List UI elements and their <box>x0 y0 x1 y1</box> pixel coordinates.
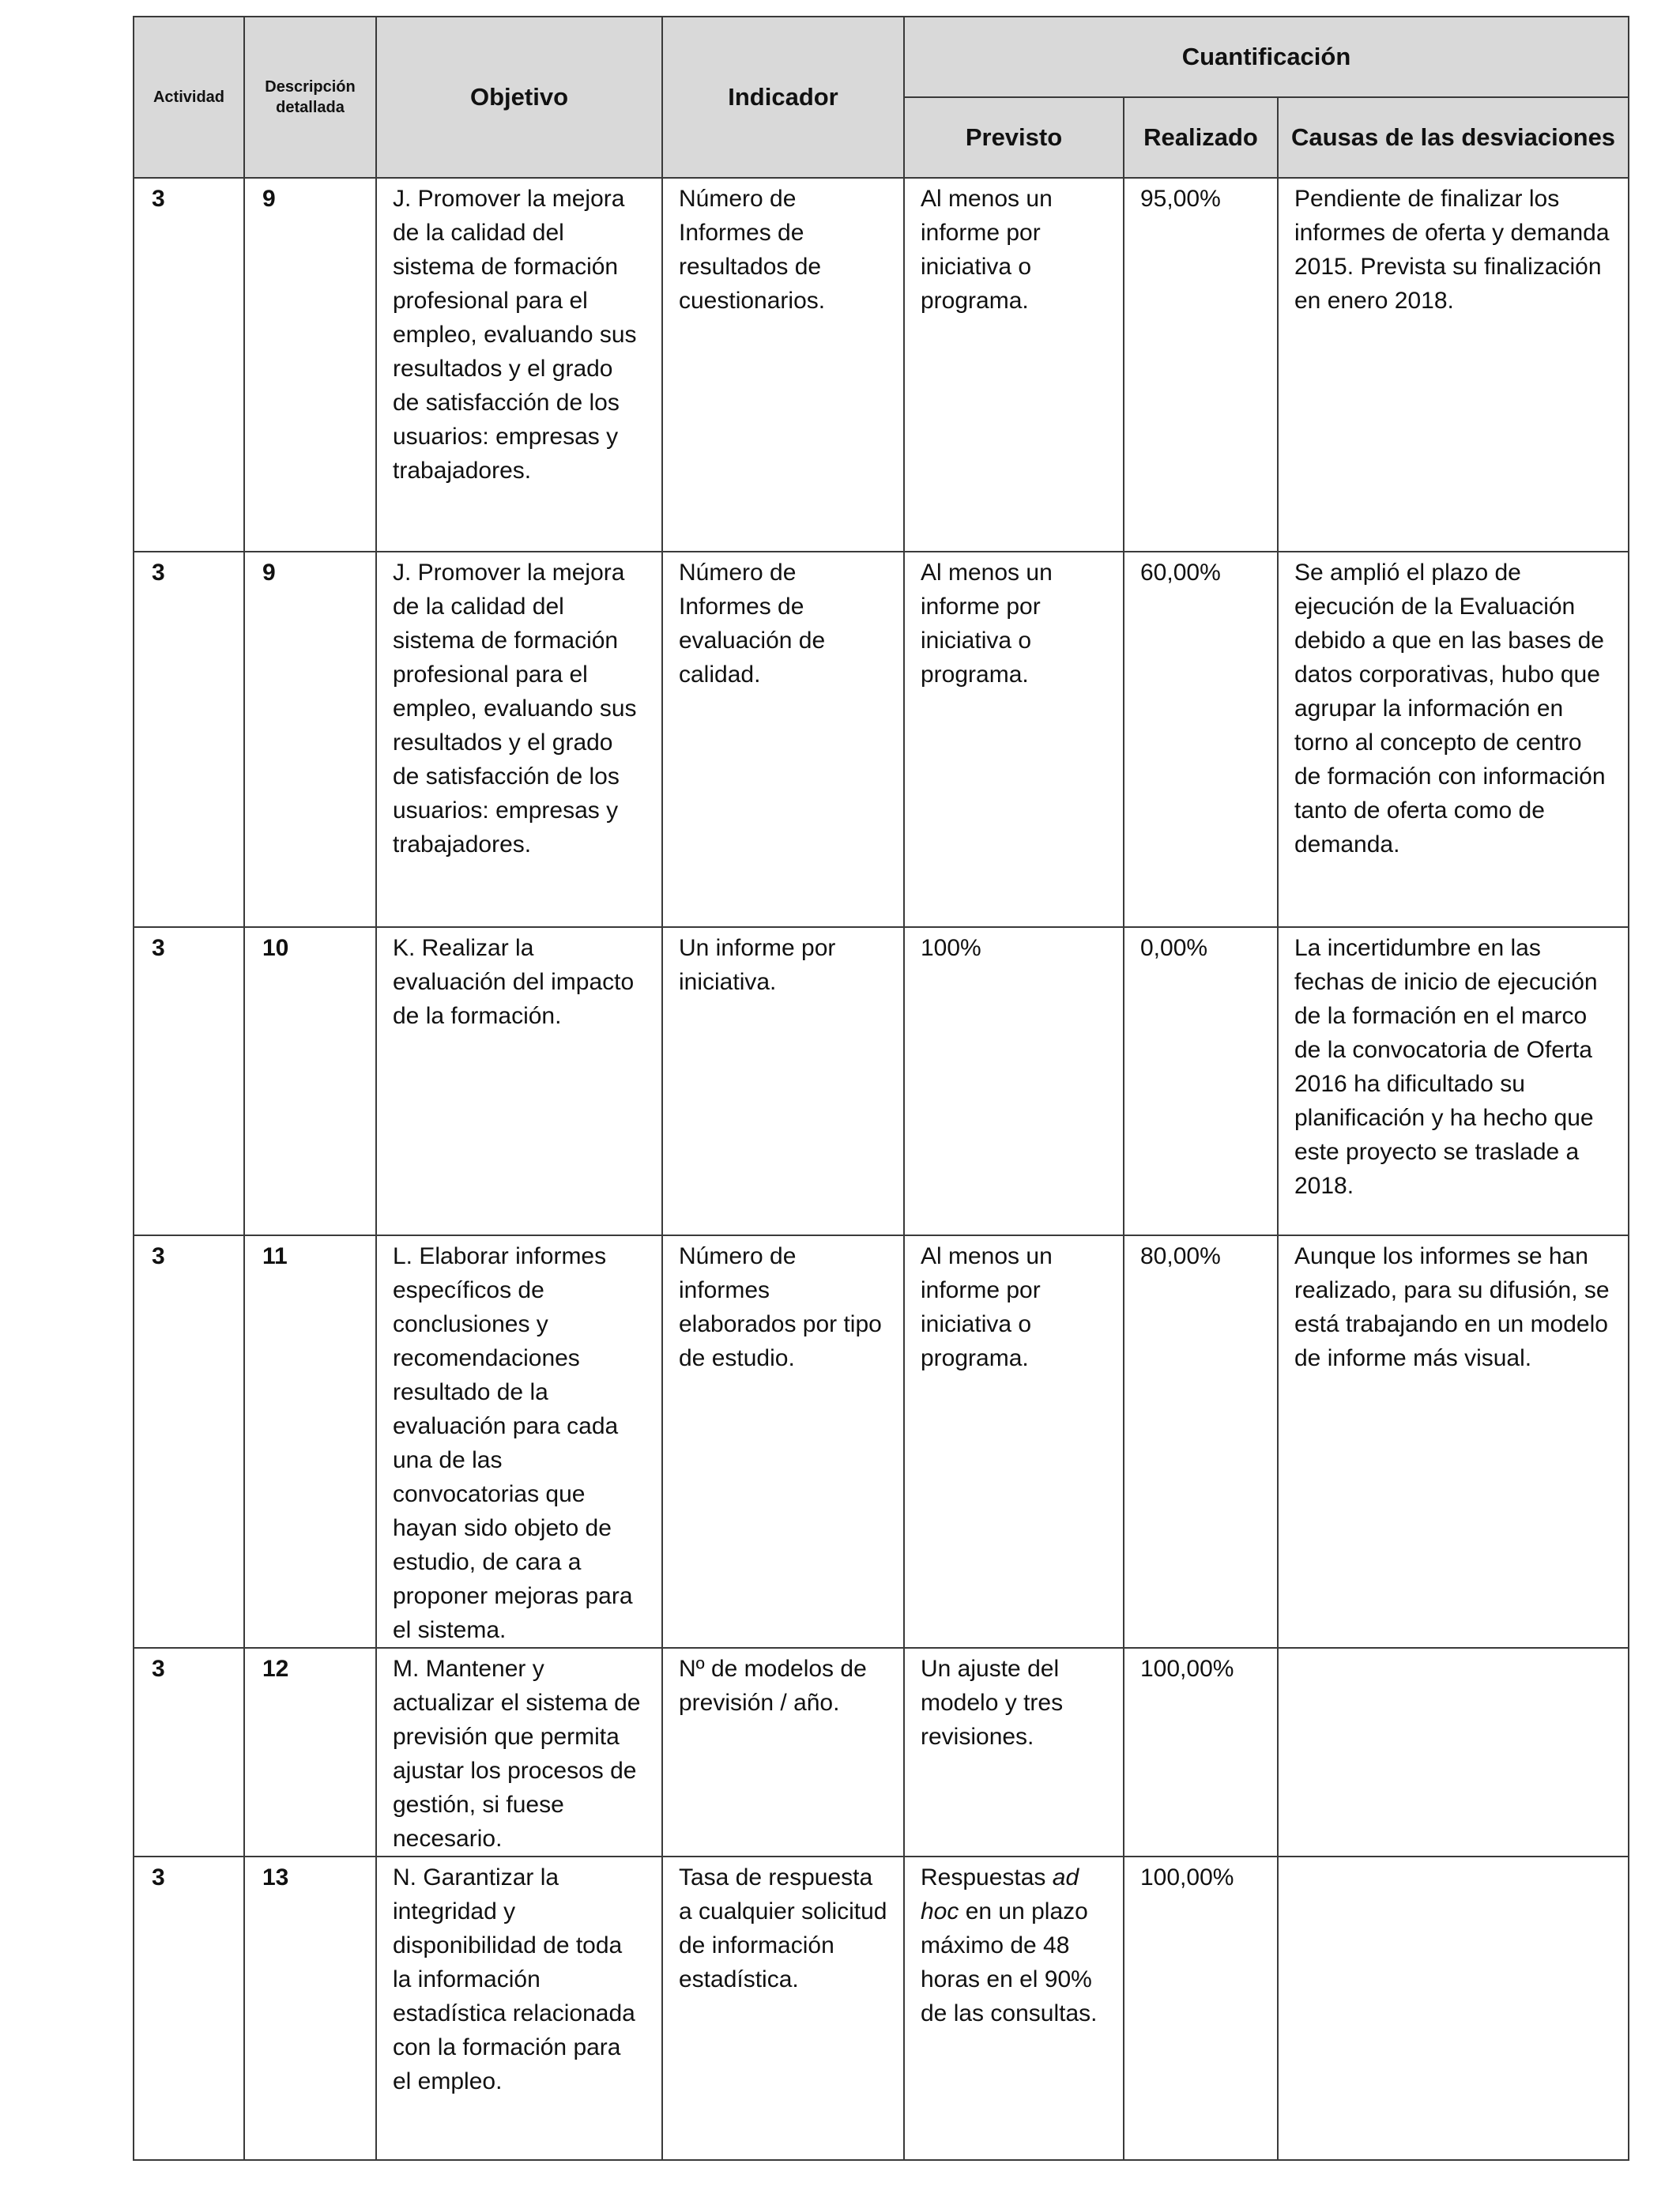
cell-actividad: 3 <box>134 927 244 1235</box>
header-indicador: Indicador <box>662 17 904 178</box>
cell-realizado: 80,00% <box>1124 1235 1278 1648</box>
cell-causas: Pendiente de finalizar los informes de oferta y demanda 2015. Prevista su finalización en enero 2018. <box>1278 178 1629 552</box>
table-row <box>134 927 1629 1235</box>
objectives-table <box>133 16 1629 2161</box>
previsto-text-pre: Respuestas <box>921 1864 1053 1891</box>
cell-indicador: Un informe por iniciativa. <box>662 927 904 1235</box>
cell-objetivo: K. Realizar la evaluación del impacto de la formación. <box>376 927 662 1235</box>
cell-causas: Se amplió el plazo de ejecución de la Evaluación debido a que en las bases de datos corporativas, hubo que agrupar la información en torno al concepto de centro de formación con información tanto de oferta como de demanda. <box>1278 552 1629 927</box>
previsto-text-italic: ad hoc <box>921 1864 1079 1924</box>
cell-objetivo: L. Elaborar informes específicos de conclusiones y recomendaciones resultado de la evaluación para cada una de las convocatorias que hayan sido objeto de estudio, de cara a proponer mejoras para el sistema. <box>376 1235 662 1648</box>
cell-causas: Aunque los informes se han realizado, para su difusión, se está trabajando en un modelo de informe más visual. <box>1278 1235 1629 1648</box>
cell-actividad: 3 <box>134 178 244 552</box>
cell-descripcion: 10 <box>244 927 376 1235</box>
cell-causas <box>1278 1857 1629 2160</box>
table-row <box>134 1235 1629 1648</box>
cell-objetivo: J. Promover la mejora de la calidad del sistema de formación profesional para el empleo, evaluando sus resultados y el grado de satisfacción de los usuarios: empresas y trabajadores. <box>376 178 662 552</box>
header-objetivo: Objetivo <box>376 17 662 178</box>
cell-objetivo: J. Promover la mejora de la calidad del sistema de formación profesional para el empleo, evaluando sus resultados y el grado de satisfacción de los usuarios: empresas y trabajadores. <box>376 552 662 927</box>
cell-previsto: 100% <box>904 927 1124 1235</box>
cell-indicador: Tasa de respuesta a cualquier solicitud de información estadística. <box>662 1857 904 2160</box>
cell-descripcion: 9 <box>244 178 376 552</box>
cell-descripcion: 12 <box>244 1648 376 1857</box>
cell-actividad: 3 <box>134 552 244 927</box>
cell-indicador: Nº de modelos de previsión / año. <box>662 1648 904 1857</box>
cell-realizado: 60,00% <box>1124 552 1278 927</box>
header-previsto: Previsto <box>904 97 1124 178</box>
cell-descripcion: 11 <box>244 1235 376 1648</box>
cell-causas: La incertidumbre en las fechas de inicio de ejecución de la formación en el marco de la convocatoria de Oferta 2016 ha dificultado su planificación y ha hecho que este proyecto se traslade a 2018. <box>1278 927 1629 1235</box>
header-realizado: Realizado <box>1124 97 1278 178</box>
cell-causas <box>1278 1648 1629 1857</box>
header-cuantificacion: Cuantificación <box>904 17 1629 97</box>
table-row <box>134 552 1629 927</box>
cell-descripcion: 13 <box>244 1857 376 2160</box>
cell-previsto <box>904 1857 1124 2160</box>
header-descripcion <box>244 17 376 178</box>
cell-previsto: Un ajuste del modelo y tres revisiones. <box>904 1648 1124 1857</box>
cell-actividad: 3 <box>134 1857 244 2160</box>
header-actividad: Actividad <box>134 17 244 178</box>
header-descripcion-line2: detallada <box>276 99 345 116</box>
cell-indicador: Número de informes elaborados por tipo de estudio. <box>662 1235 904 1648</box>
cell-actividad: 3 <box>134 1235 244 1648</box>
cell-realizado: 100,00% <box>1124 1857 1278 2160</box>
cell-actividad: 3 <box>134 1648 244 1857</box>
cell-indicador: Número de Informes de resultados de cuestionarios. <box>662 178 904 552</box>
table-row <box>134 178 1629 552</box>
table-header <box>134 17 1629 178</box>
header-descripcion-line1: Descripción <box>265 78 356 96</box>
cell-previsto: Al menos un informe por iniciativa o programa. <box>904 178 1124 552</box>
previsto-text-post: en un plazo máximo de 48 horas en el 90% de las consultas. <box>921 1898 1098 2026</box>
cell-previsto: Al menos un informe por iniciativa o programa. <box>904 552 1124 927</box>
table-row <box>134 1648 1629 1857</box>
cell-objetivo: M. Mantener y actualizar el sistema de previsión que permita ajustar los procesos de gestión, si fuese necesario. <box>376 1648 662 1857</box>
table-body <box>134 178 1629 2160</box>
cell-indicador: Número de Informes de evaluación de calidad. <box>662 552 904 927</box>
cell-previsto: Al menos un informe por iniciativa o programa. <box>904 1235 1124 1648</box>
cell-objetivo: N. Garantizar la integridad y disponibilidad de toda la información estadística relacionada con la formación para el empleo. <box>376 1857 662 2160</box>
cell-descripcion: 9 <box>244 552 376 927</box>
header-causas: Causas de las desviaciones <box>1278 97 1629 178</box>
cell-realizado: 100,00% <box>1124 1648 1278 1857</box>
cell-realizado: 0,00% <box>1124 927 1278 1235</box>
cell-realizado: 95,00% <box>1124 178 1278 552</box>
table-row <box>134 1857 1629 2160</box>
